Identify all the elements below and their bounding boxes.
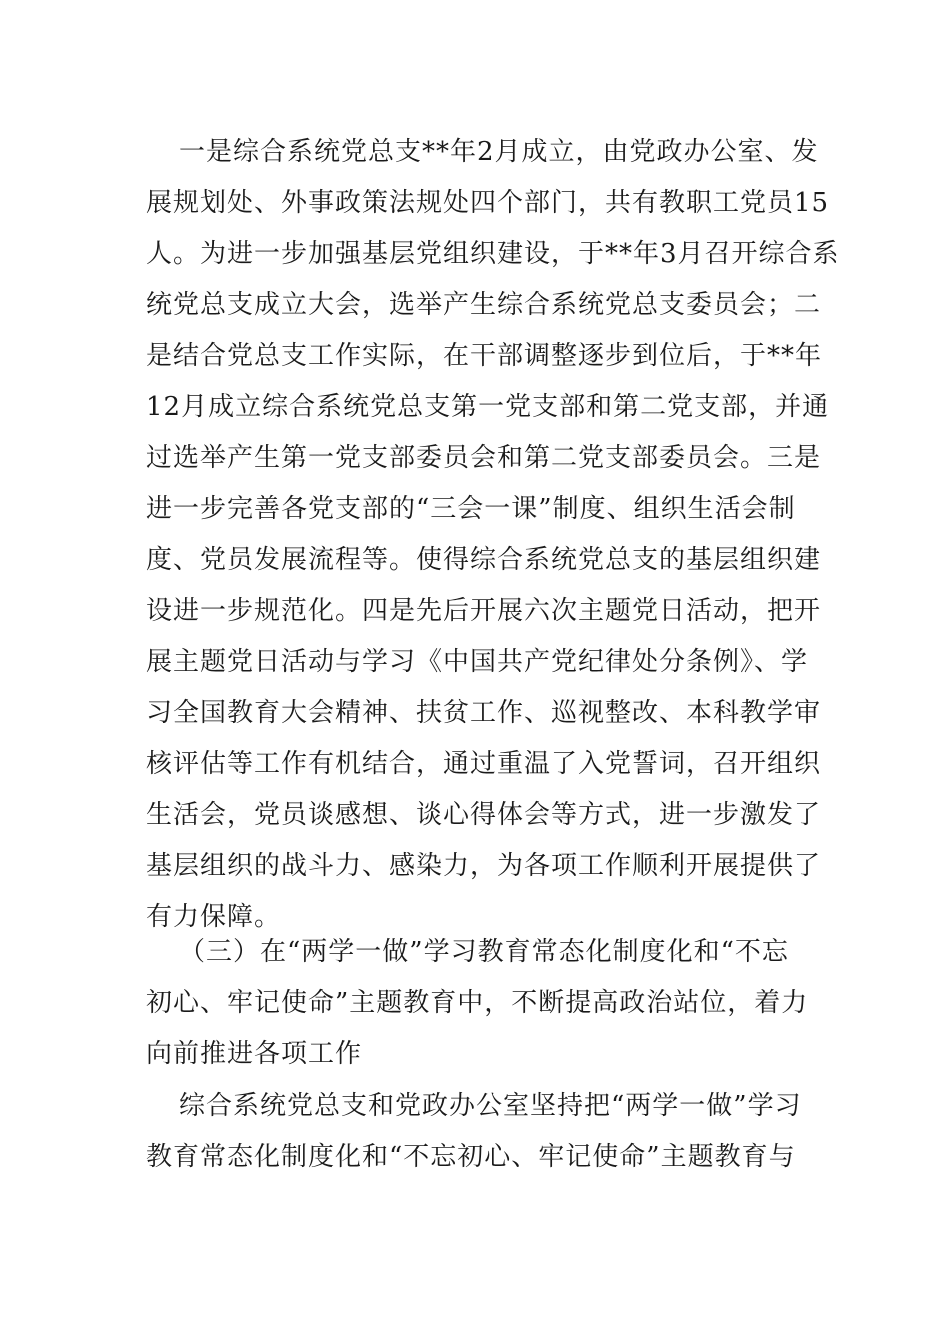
paragraph-organization-building [146, 127, 840, 943]
heading-line: 向前推进各项工作 [146, 1039, 363, 1069]
text-line: 教育常态化制度化和“不忘初心、牢记使命”主题教育与 [146, 1142, 796, 1172]
text-line: 展主题党日活动与学习《中国共产党纪律处分条例》、学 [146, 647, 809, 677]
text-line: 生活会，党员谈感想、谈心得体会等方式，进一步激发了 [146, 800, 822, 830]
text-line: 一是综合系统党总支**年2月成立，由党政办公室、发 [179, 137, 819, 167]
text-line: 基层组织的战斗力、感染力，为各项工作顺利开展提供了 [146, 851, 822, 881]
text-line: 过选举产生第一党支部委员会和第二党支部委员会。三是 [146, 443, 822, 473]
text-line: 统党总支成立大会，选举产生综合系统党总支委员会；二 [146, 290, 822, 320]
text-line: 是结合党总支工作实际，在干部调整逐步到位后，于**年 [146, 341, 823, 371]
heading-line: （三）在“两学一做”学习教育常态化制度化和“不忘 [179, 937, 789, 967]
section-heading-3 [146, 927, 826, 1080]
paragraph-study-education [146, 1081, 826, 1183]
text-line: 习全国教育大会精神、扶贫工作、巡视整改、本科教学审 [146, 698, 822, 728]
text-line: 综合系统党总支和党政办公室坚持把“两学一做”学习 [179, 1091, 802, 1121]
text-line: 核评估等工作有机结合，通过重温了入党誓词，召开组织 [146, 749, 822, 779]
text-line: 有力保障。 [146, 902, 282, 932]
heading-line: 初心、牢记使命”主题教育中，不断提高政治站位，着力 [146, 988, 809, 1018]
text-line: 12月成立综合系统党总支第一党支部和第二党支部，并通 [146, 392, 830, 422]
text-line: 度、党员发展流程等。使得综合系统党总支的基层组织建 [146, 545, 822, 575]
text-line: 进一步完善各党支部的“三会一课”制度、组织生活会制 [146, 494, 796, 524]
text-line: 展规划处、外事政策法规处四个部门，共有教职工党员15 [146, 188, 830, 218]
text-line: 设进一步规范化。四是先后开展六次主题党日活动，把开 [146, 596, 822, 626]
text-line: 人。为进一步加强基层党组织建设，于**年3月召开综合系 [146, 239, 840, 269]
